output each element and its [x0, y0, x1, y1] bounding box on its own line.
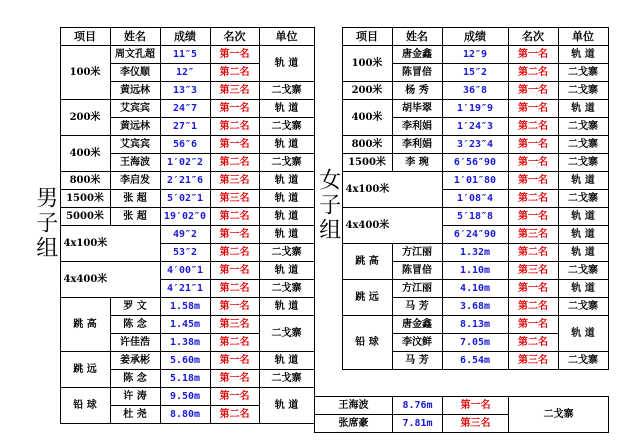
event-100m: 100米	[60, 46, 110, 100]
event-high-jump: 跳 高	[60, 298, 110, 352]
athlete-name: 张席豪	[315, 415, 393, 433]
unit: 二戈寨	[259, 280, 314, 298]
result: 1′19″9	[442, 100, 508, 118]
result: 56″6	[160, 136, 210, 154]
result: 5′18″8	[442, 208, 508, 226]
unit: 二戈寨	[558, 298, 608, 316]
rank: 第一名	[210, 370, 259, 388]
unit: 轨 道	[259, 352, 314, 370]
event-400m: 400米	[342, 100, 392, 136]
athlete-name: 陈 念	[110, 316, 160, 334]
result: 6′56″90	[442, 154, 508, 172]
event-4x400m: 4x400米	[342, 208, 442, 244]
result: 7.05m	[442, 334, 508, 352]
athlete-name: 李利娟	[392, 136, 442, 154]
rank: 第三名	[210, 82, 259, 100]
rank: 第二名	[210, 244, 259, 262]
unit: 轨 道	[259, 100, 314, 118]
rank: 第三名	[443, 415, 509, 433]
result: 1′08″4	[442, 190, 508, 208]
athlete-name: 李 琬	[392, 154, 442, 172]
event-100m: 100米	[342, 46, 392, 82]
unit: 轨 道	[259, 172, 314, 190]
result: 1′02″2	[160, 154, 210, 172]
athlete-name: 许佳浩	[110, 334, 160, 352]
unit: 轨 道	[558, 280, 608, 298]
header-unit: 单位	[558, 28, 608, 46]
athlete-name: 姜承彬	[110, 352, 160, 370]
unit: 轨 道	[558, 208, 608, 226]
result: 6′24″90	[442, 226, 508, 244]
unit: 轨 道	[259, 388, 314, 424]
result: 19′02″0	[160, 208, 210, 226]
athlete-name: 张 超	[110, 190, 160, 208]
athlete-name: 方江丽	[392, 280, 442, 298]
rank: 第二名	[508, 190, 558, 208]
rank: 第一名	[210, 388, 259, 406]
rank: 第二名	[210, 280, 259, 298]
rank: 第二名	[508, 298, 558, 316]
result: 3′23″4	[442, 136, 508, 154]
rank: 第一名	[210, 100, 259, 118]
event-800m: 800米	[342, 136, 392, 154]
result: 1.10m	[442, 262, 508, 280]
event-long-jump: 跳 远	[60, 352, 110, 388]
rank: 第一名	[508, 154, 558, 172]
result: 8.80m	[160, 406, 210, 424]
header-event: 项目	[60, 28, 110, 46]
athlete-name: 罗 文	[110, 298, 160, 316]
blank-cell	[342, 370, 442, 388]
athlete-name: 许 涛	[110, 388, 160, 406]
athlete-name: 艾宾宾	[110, 136, 160, 154]
rank: 第一名	[508, 208, 558, 226]
athlete-name: 马 芳	[392, 298, 442, 316]
unit: 二戈寨	[558, 262, 608, 280]
unit: 二戈寨	[259, 370, 314, 388]
athlete-name: 陈冒倍	[392, 262, 442, 280]
rank: 第二名	[508, 64, 558, 82]
event-800m: 800米	[60, 172, 110, 190]
rank: 第三名	[210, 190, 259, 208]
header-name: 姓名	[110, 28, 160, 46]
rank: 第二名	[210, 208, 259, 226]
athlete-name: 李汶鲜	[392, 334, 442, 352]
athlete-name: 艾宾宾	[110, 100, 160, 118]
rank: 第一名	[508, 280, 558, 298]
result: 27″1	[160, 118, 210, 136]
rank: 第一名	[508, 46, 558, 64]
unit: 二戈寨	[259, 118, 314, 136]
result: 5′02″1	[160, 190, 210, 208]
unit: 二戈寨	[259, 82, 314, 100]
result: 6.54m	[442, 352, 508, 370]
athlete-name: 王海波	[315, 397, 393, 415]
rank: 第二名	[508, 118, 558, 136]
rank: 第一名	[210, 226, 259, 244]
unit: 二戈寨	[558, 82, 608, 100]
athlete-name: 李启发	[110, 172, 160, 190]
result: 4′00″1	[160, 262, 210, 280]
rank: 第二名	[508, 334, 558, 352]
result: 4.10m	[442, 280, 508, 298]
header-result: 成绩	[160, 28, 210, 46]
rank: 第二名	[210, 406, 259, 424]
athlete-name: 黄远林	[110, 118, 160, 136]
header-name: 姓名	[392, 28, 442, 46]
rank: 第一名	[210, 298, 259, 316]
result: 9.50m	[160, 388, 210, 406]
unit: 轨 道	[558, 226, 608, 244]
rank: 第三名	[210, 172, 259, 190]
rank: 第二名	[210, 118, 259, 136]
event-1500m: 1500米	[60, 190, 110, 208]
male-results-table	[30, 27, 315, 424]
result: 1.32m	[442, 244, 508, 262]
header-rank: 名次	[210, 28, 259, 46]
athlete-name: 杜 尧	[110, 406, 160, 424]
athlete-name: 陈冒倍	[392, 64, 442, 82]
rank: 第二名	[210, 64, 259, 82]
result: 13″3	[160, 82, 210, 100]
unit: 轨 道	[259, 298, 314, 316]
unit: 二戈寨	[558, 136, 608, 154]
unit: 二戈寨	[558, 64, 608, 82]
athlete-name: 王海波	[110, 154, 160, 172]
result: 12″	[160, 64, 210, 82]
athlete-name: 唐金鑫	[392, 316, 442, 334]
result: 1.38m	[160, 334, 210, 352]
result: 1.45m	[160, 316, 210, 334]
result: 1.58m	[160, 298, 210, 316]
result: 5.18m	[160, 370, 210, 388]
athlete-name: 胡毕翠	[392, 100, 442, 118]
header-rank: 名次	[508, 28, 558, 46]
unit: 轨 道	[259, 46, 314, 82]
athlete-name: 唐金鑫	[392, 46, 442, 64]
result: 12″9	[442, 46, 508, 64]
result: 8.76m	[393, 397, 443, 415]
unit: 轨 道	[259, 262, 314, 280]
unit: 二戈寨	[558, 352, 608, 370]
event-shot-put: 铅 球	[60, 388, 110, 424]
rank: 第一名	[210, 352, 259, 370]
rank: 第一名	[508, 136, 558, 154]
unit: 二戈寨	[259, 244, 314, 262]
header-result: 成绩	[442, 28, 508, 46]
athlete-name: 李利娟	[392, 118, 442, 136]
result: 1′24″3	[442, 118, 508, 136]
unit: 轨 道	[259, 190, 314, 208]
athlete-name: 张 超	[110, 208, 160, 226]
result: 11″5	[160, 46, 210, 64]
athlete-name: 马 芳	[392, 352, 442, 370]
unit: 轨 道	[558, 244, 608, 262]
event-high-jump: 跳 高	[342, 244, 392, 280]
event-long-jump: 跳 远	[342, 280, 392, 316]
rank: 第二名	[210, 334, 259, 352]
male-group-label: 男子组	[32, 185, 58, 261]
extra-shot-put-table	[314, 396, 609, 433]
rank: 第一名	[508, 316, 558, 334]
athlete-name: 方江丽	[392, 244, 442, 262]
result: 36″8	[442, 82, 508, 100]
event-1500m: 1500米	[342, 154, 392, 172]
unit: 轨 道	[259, 226, 314, 244]
athlete-name: 杨 秀	[392, 82, 442, 100]
rank: 第三名	[508, 226, 558, 244]
event-4x100m: 4x100米	[60, 226, 160, 262]
rank: 第三名	[210, 316, 259, 334]
unit: 轨 道	[558, 316, 608, 352]
athlete-name: 周文孔超	[110, 46, 160, 64]
rank: 第一名	[210, 46, 259, 64]
female-group-label: 女子组	[315, 167, 341, 243]
event-400m: 400米	[60, 136, 110, 172]
unit: 二戈寨	[558, 190, 608, 208]
athlete-name: 陈 念	[110, 370, 160, 388]
rank: 第一名	[508, 100, 558, 118]
event-4x100m: 4x100米	[342, 172, 442, 208]
result: 7.81m	[393, 415, 443, 433]
rank: 第二名	[210, 154, 259, 172]
unit: 二戈寨	[259, 154, 314, 172]
result: 53″2	[160, 244, 210, 262]
rank: 第一名	[210, 262, 259, 280]
result: 24″7	[160, 100, 210, 118]
rank: 第一名	[508, 172, 558, 190]
event-200m: 200米	[60, 100, 110, 136]
header-event: 项目	[342, 28, 392, 46]
athlete-name: 李仪顺	[110, 64, 160, 82]
unit: 二戈寨	[259, 316, 314, 352]
event-4x400m: 4x400米	[60, 262, 160, 298]
rank: 第一名	[443, 397, 509, 415]
rank: 第一名	[508, 82, 558, 100]
rank: 第二名	[508, 244, 558, 262]
result: 2′21″6	[160, 172, 210, 190]
result: 3.68m	[442, 298, 508, 316]
event-5000m: 5000米	[60, 208, 110, 226]
unit: 轨 道	[259, 208, 314, 226]
unit: 轨 道	[558, 46, 608, 64]
unit: 二戈寨	[558, 118, 608, 136]
result: 1′01″80	[442, 172, 508, 190]
unit: 二戈寨	[558, 154, 608, 172]
unit: 轨 道	[558, 172, 608, 190]
event-200m: 200米	[342, 82, 392, 100]
result: 49″2	[160, 226, 210, 244]
unit: 二戈寨	[509, 397, 609, 433]
rank: 第三名	[508, 352, 558, 370]
result: 4′21″1	[160, 280, 210, 298]
event-shot-put: 铅 球	[342, 316, 392, 370]
female-results-table	[314, 27, 609, 388]
result: 8.13m	[442, 316, 508, 334]
unit: 轨 道	[259, 136, 314, 154]
result: 5.60m	[160, 352, 210, 370]
rank: 第一名	[210, 136, 259, 154]
header-unit: 单位	[259, 28, 314, 46]
result: 15″2	[442, 64, 508, 82]
rank: 第三名	[508, 262, 558, 280]
unit: 轨 道	[558, 100, 608, 118]
athlete-name: 黄远林	[110, 82, 160, 100]
